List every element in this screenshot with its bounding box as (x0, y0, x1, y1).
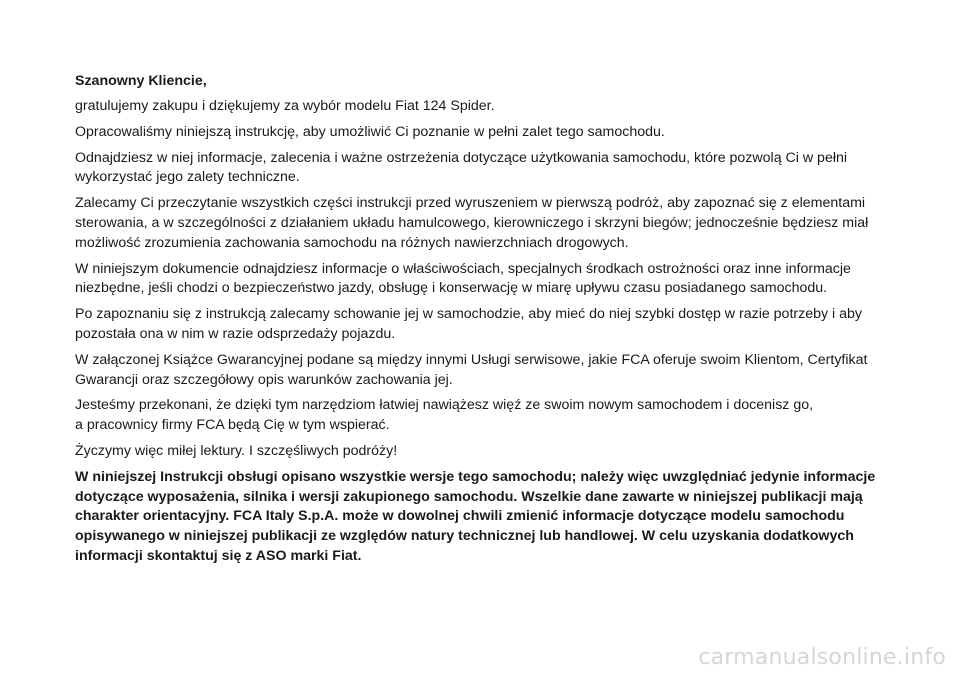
greeting: Szanowny Kliencie, (75, 73, 207, 89)
paragraph-warranty-book: W załączonej Książce Gwarancyjnej podane są między innymi Usługi serwisowe, jakie FCA oferuje swoim Klientom, Certyfikat Gwarancji oraz szczegółowy opis warunków zachowania jej. (75, 351, 868, 388)
paragraph-congratulations: gratulujemy zakupu i dziękujemy za wybór modelu Fiat 124 Spider. (75, 98, 495, 114)
paragraph-document-contents: W niniejszym dokumencie odnajdziesz informacje o właściwościach, specjalnych środkach ostrożności oraz inne informacje niezbędne, jeśli chodzi o bezpieczeństwo jazdy, obsługę i konserwację w miarę upływu czasu posiadanego samochodu. (75, 260, 851, 297)
paragraph-manual-purpose: Opracowaliśmy niniejszą instrukcję, aby umożliwić Ci poznanie w pełni zalet tego samochodu. (75, 123, 665, 140)
watermark-text: carmanualsonline.info (698, 645, 946, 670)
paragraph-keep-in-car: Po zapoznaniu się z instrukcją zalecamy schowanie jej w samochodzie, aby mieć do niej szybki dostęp w razie potrzeby i aby pozostała ona w nim w razie odsprzedaży pojazdu. (75, 306, 862, 342)
paragraph-conviction: Jesteśmy przekonani, że dzięki tym narzędziom łatwiej nawiążesz więź ze swoim nowym samochodem i docenisz go, (75, 397, 814, 414)
paragraph-wishes: Życzymy więc miłej lektury. I szczęśliwych podróży! (75, 442, 398, 459)
paragraph-read-before-driving: Zalecamy Ci przeczytanie wszystkich części instrukcji przed wyruszeniem w pierwszą podróż, aby zapoznać się z elementami sterowania, a w szczególności z działaniem układu hamulcowego, kierowniczego i skrzyni biegów; jednocześnie będziesz miał możliwość zrozumienia zachowania samochodu na różnych nawierzchniach drogowych. (75, 195, 869, 251)
notice-paragraph: W niniejszej Instrukcji obsługi opisano wszystkie wersje tego samochodu; należy więc uwzględniać jedynie informacje dotyczące wyposażenia, silnika i wersji zakupionego samochodu. Wszelkie dane zawarte w niniejszej publikacji mają charakter orientacyjny. FCA Italy S.p.A. może w dowolnej chwili zmienić informacje dotyczące modelu samochodu opisywanego w niniejszej publikacji ze względów natury technicznej lub handlowej. W celu uzyskania dodatkowych informacji skontaktuj się z ASO marki Fiat. (75, 468, 876, 564)
paragraph-information: Odnajdziesz w niej informacje, zalecenia i ważne ostrzeżenia dotyczące użytkowania samochodu, które pozwolą Ci w pełni wykorzystać jego zalety techniczne. (75, 149, 848, 186)
paragraph-fca-support: a pracownicy firmy FCA będą Cię w tym wspierać. (75, 417, 390, 434)
document-body (75, 72, 890, 567)
